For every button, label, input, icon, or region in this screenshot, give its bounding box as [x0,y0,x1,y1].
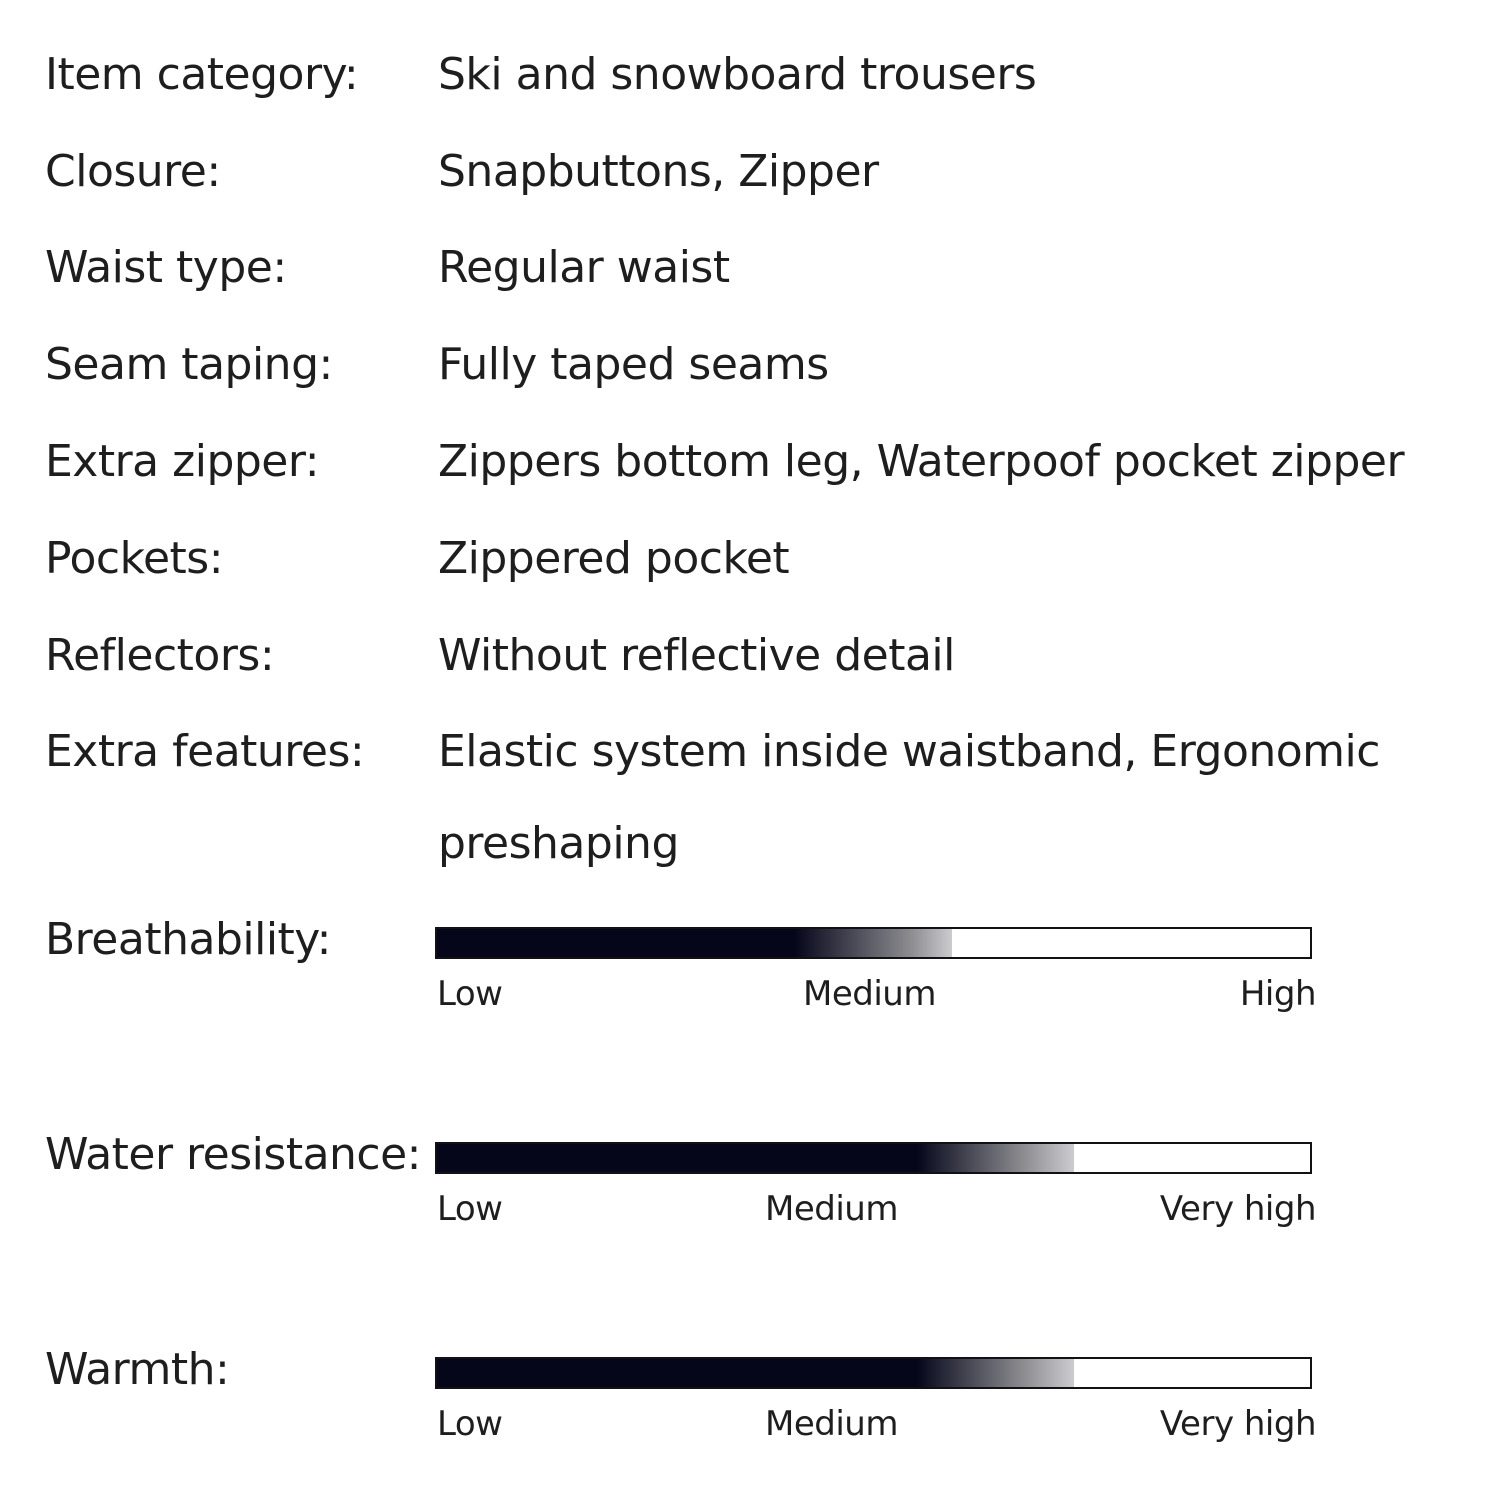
scale-mid-label: Medium [765,1404,898,1444]
rating-label: Warmth: [45,1344,230,1395]
spec-label: Closure: [45,146,221,197]
rating-scale [435,1402,1316,1446]
rating-scale [435,972,1316,1016]
spec-row-extra-features [45,722,1465,892]
rating-row-breathability [45,910,1465,1020]
rating-bar-fill [437,1359,1074,1387]
spec-label: Pockets: [45,533,224,584]
spec-value: Zippers bottom leg, Waterpoof pocket zipper [438,436,1405,487]
rating-bar-fill [437,1144,1074,1172]
rating-scale [435,1187,1316,1231]
spec-value: Fully taped seams [438,339,829,390]
rating-bar [435,1142,1312,1174]
scale-high-label: Very high [1159,1404,1316,1444]
spec-label: Extra zipper: [45,436,320,487]
rating-label: Breathability: [45,914,331,965]
spec-value: Elastic system inside waistband, Ergonomic preshaping [438,726,1380,869]
rating-row-warmth [45,1340,1465,1450]
scale-high-label: Very high [1159,1189,1316,1229]
rating-bar [435,927,1312,959]
scale-low-label: Low [437,974,503,1014]
scale-mid-label: Medium [803,974,936,1014]
spec-value: Snapbuttons, Zipper [438,146,879,197]
spec-value: Regular waist [438,242,730,293]
spec-label: Extra features: [45,726,365,777]
rating-row-water-resistance [45,1125,1465,1235]
spec-label: Reflectors: [45,630,275,681]
scale-low-label: Low [437,1404,503,1444]
spec-value: Without reflective detail [438,630,955,681]
scale-high-label: High [1239,974,1316,1014]
rating-label: Water resistance: [45,1129,422,1180]
scale-mid-label: Medium [765,1189,898,1229]
spec-value: Zippered pocket [438,533,790,584]
rating-bar [435,1357,1312,1389]
spec-label: Waist type: [45,242,287,293]
spec-label: Seam taping: [45,339,333,390]
spec-label: Item category: [45,49,359,100]
scale-low-label: Low [437,1189,503,1229]
rating-bar-fill [437,929,952,957]
spec-value: Ski and snowboard trousers [438,49,1037,100]
